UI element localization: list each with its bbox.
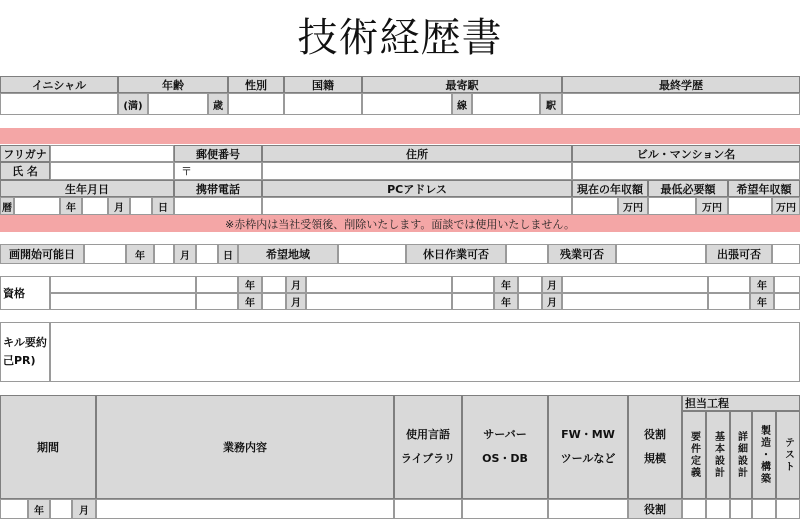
history-1-basic-check[interactable] xyxy=(706,499,730,519)
education-input[interactable] xyxy=(562,93,800,115)
qualification-4-input[interactable] xyxy=(50,293,196,310)
skills-label-line1: キル要約 xyxy=(3,336,47,349)
history-1-server-input[interactable] xyxy=(462,499,548,519)
history-header-server xyxy=(462,395,548,499)
process-col-basic xyxy=(706,411,730,499)
gender-input[interactable] xyxy=(228,93,284,115)
qualifications-label: 資格 xyxy=(0,276,50,310)
qualification-1-year-label: 年 xyxy=(238,276,262,293)
qualification-5-input[interactable] xyxy=(306,293,452,310)
postal-input[interactable] xyxy=(174,162,262,180)
process-detail-text: 詳細設計 xyxy=(735,431,747,479)
birth-year-input[interactable] xyxy=(14,197,60,215)
desired-income-unit: 万円 xyxy=(772,197,800,215)
process-requirements-text: 要件定義 xyxy=(688,431,700,479)
process-col-detail xyxy=(730,411,752,499)
process-test-text: テスト xyxy=(782,437,794,473)
mobile-input[interactable] xyxy=(174,197,262,215)
process-col-build xyxy=(752,411,776,499)
history-server-line2: OS・DB xyxy=(482,452,528,465)
history-1-start-month-input[interactable] xyxy=(50,499,72,519)
history-1-language-input[interactable] xyxy=(394,499,462,519)
holiday-work-label: 休日作業可否 xyxy=(406,244,506,264)
history-header-fw xyxy=(548,395,628,499)
qualification-6-year-input[interactable] xyxy=(708,293,750,310)
header-gender: 性別 xyxy=(228,76,284,93)
history-header-process: 担当工程 xyxy=(682,395,800,411)
qualification-4-month-label: 月 xyxy=(286,293,306,310)
redframe-top-band xyxy=(0,128,800,144)
header-nearest-station: 最寄駅 xyxy=(362,76,562,93)
desired-area-label: 希望地域 xyxy=(238,244,338,264)
header-age: 年齢 xyxy=(118,76,228,93)
birth-day-label: 日 xyxy=(152,197,174,215)
desired-area-input[interactable] xyxy=(338,244,406,264)
overtime-input[interactable] xyxy=(616,244,706,264)
overtime-label: 残業可否 xyxy=(548,244,616,264)
history-1-role-label: 役割 xyxy=(628,499,682,519)
history-fw-line2: ツールなど xyxy=(560,452,616,465)
qualification-1-input[interactable] xyxy=(50,276,196,293)
furigana-input[interactable] xyxy=(50,145,174,162)
nationality-input[interactable] xyxy=(284,93,362,115)
history-language-line2: ライブラリ xyxy=(400,452,456,465)
header-postal: 郵便番号 xyxy=(174,145,262,162)
history-1-fw-input[interactable] xyxy=(548,499,628,519)
skills-label xyxy=(0,322,50,382)
pc-address-input[interactable] xyxy=(262,197,572,215)
header-building: ビル・マンション名 xyxy=(572,145,800,162)
age-man-label: (満) xyxy=(118,93,148,115)
qualification-2-month-label: 月 xyxy=(542,276,562,293)
qualification-2-month-input[interactable] xyxy=(518,276,542,293)
current-income-input[interactable] xyxy=(572,197,618,215)
initials-input[interactable] xyxy=(0,93,118,115)
qualification-5-year-input[interactable] xyxy=(452,293,494,310)
line-label: 線 xyxy=(452,93,472,115)
business-trip-input[interactable] xyxy=(772,244,800,264)
header-birthdate: 生年月日 xyxy=(0,180,174,197)
birth-month-input[interactable] xyxy=(82,197,108,215)
min-income-input[interactable] xyxy=(648,197,696,215)
qualification-4-year-input[interactable] xyxy=(196,293,238,310)
qualification-6-year-label: 年 xyxy=(750,293,774,310)
skills-summary-input[interactable] xyxy=(50,322,800,382)
qualification-3-year-input[interactable] xyxy=(708,276,750,293)
qualification-1-year-input[interactable] xyxy=(196,276,238,293)
history-header-language xyxy=(394,395,462,499)
birth-day-input[interactable] xyxy=(130,197,152,215)
history-fw-line1: FW・MW xyxy=(561,428,615,441)
building-input[interactable] xyxy=(572,162,800,180)
line-input[interactable] xyxy=(362,93,452,115)
history-1-test-check[interactable] xyxy=(776,499,800,519)
qualification-1-month-label: 月 xyxy=(286,276,306,293)
header-min-income: 最低必要額 xyxy=(648,180,728,197)
qualification-6-month-input[interactable] xyxy=(774,293,800,310)
birth-month-label: 月 xyxy=(108,197,130,215)
header-education: 最終学歴 xyxy=(562,76,800,93)
qualification-2-input[interactable] xyxy=(306,276,452,293)
start-day-label: 日 xyxy=(218,244,238,264)
header-desired-income: 希望年収額 xyxy=(728,180,800,197)
desired-income-input[interactable] xyxy=(728,197,772,215)
qualification-1-month-input[interactable] xyxy=(262,276,286,293)
history-1-requirements-check[interactable] xyxy=(682,499,706,519)
qualification-3-input[interactable] xyxy=(562,276,708,293)
qualification-6-input[interactable] xyxy=(562,293,708,310)
start-month-input[interactable] xyxy=(154,244,174,264)
birth-year-label: 年 xyxy=(60,197,82,215)
header-pc-address: PCアドレス xyxy=(262,180,572,197)
era-label: 暦 xyxy=(0,197,14,215)
document-title: 技術経歴書 xyxy=(297,15,503,61)
history-1-work-input[interactable] xyxy=(96,499,394,519)
start-date-label: 画開始可能日 xyxy=(0,244,84,264)
history-header-period: 期間 xyxy=(0,395,96,499)
qualification-3-month-input[interactable] xyxy=(774,276,800,293)
age-sai-label: 歳 xyxy=(208,93,228,115)
qualification-5-month-input[interactable] xyxy=(518,293,542,310)
history-1-build-check[interactable] xyxy=(752,499,776,519)
header-nationality: 国籍 xyxy=(284,76,362,93)
header-mobile: 携帯電話 xyxy=(174,180,262,197)
history-role-line1: 役割 xyxy=(644,428,666,441)
qualification-4-month-input[interactable] xyxy=(262,293,286,310)
history-server-line1: サーバー xyxy=(483,428,527,441)
history-1-month-label: 月 xyxy=(72,499,96,519)
history-1-detail-check[interactable] xyxy=(730,499,752,519)
station-label: 駅 xyxy=(540,93,562,115)
start-day-input[interactable] xyxy=(196,244,218,264)
business-trip-label: 出張可否 xyxy=(706,244,772,264)
current-income-unit: 万円 xyxy=(618,197,648,215)
history-language-line1: 使用言語 xyxy=(406,428,450,441)
qualification-2-year-label: 年 xyxy=(494,276,518,293)
start-year-label: 年 xyxy=(126,244,154,264)
header-current-income: 現在の年収額 xyxy=(572,180,648,197)
history-1-start-year-input[interactable] xyxy=(0,499,28,519)
holiday-work-input[interactable] xyxy=(506,244,548,264)
skills-label-line2: 己PR) xyxy=(3,354,36,367)
start-month-label: 月 xyxy=(174,244,196,264)
process-basic-text: 基本設計 xyxy=(712,431,724,479)
header-initials: イニシャル xyxy=(0,76,118,93)
process-build-text: 製造・構築 xyxy=(758,425,770,485)
history-header-role xyxy=(628,395,682,499)
station-input[interactable] xyxy=(472,93,540,115)
history-role-line2: 規模 xyxy=(644,452,666,465)
header-furigana: フリガナ xyxy=(0,145,50,162)
name-input[interactable] xyxy=(50,162,174,180)
qualification-2-year-input[interactable] xyxy=(452,276,494,293)
qualification-4-year-label: 年 xyxy=(238,293,262,310)
qualification-3-year-label: 年 xyxy=(750,276,774,293)
min-income-unit: 万円 xyxy=(696,197,728,215)
qualification-5-year-label: 年 xyxy=(494,293,518,310)
history-header-work: 業務内容 xyxy=(96,395,394,499)
process-col-test xyxy=(776,411,800,499)
address-input[interactable] xyxy=(262,162,572,180)
process-col-requirements xyxy=(682,411,706,499)
header-address: 住所 xyxy=(262,145,572,162)
header-name: 氏 名 xyxy=(0,162,50,180)
age-input[interactable] xyxy=(148,93,208,115)
start-year-input[interactable] xyxy=(84,244,126,264)
history-1-year-label: 年 xyxy=(28,499,50,519)
postal-mark: 〒 xyxy=(181,165,192,178)
qualification-5-month-label: 月 xyxy=(542,293,562,310)
redframe-note: ※赤枠内は当社受領後、削除いたします。面談では使用いたしません。 xyxy=(0,215,800,232)
